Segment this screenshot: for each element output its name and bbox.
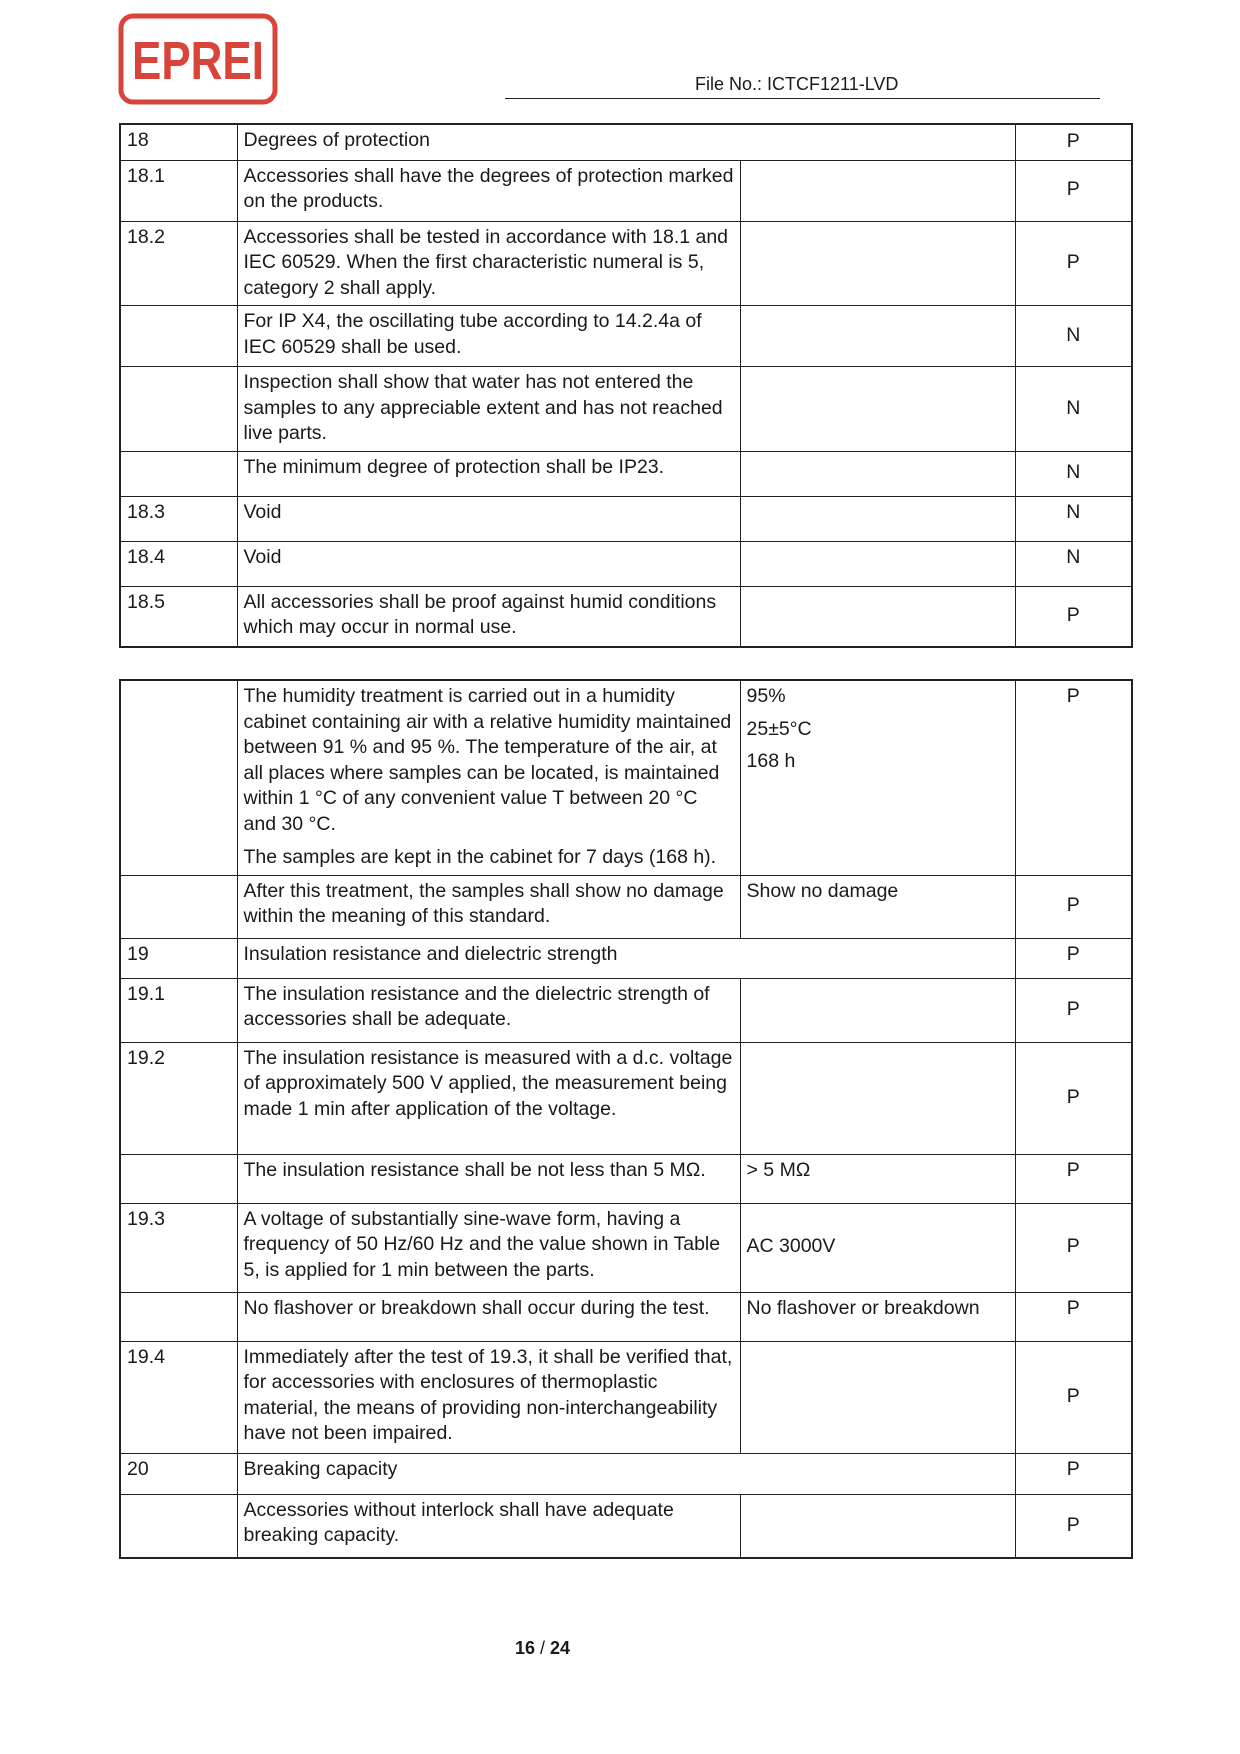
result-cell: No flashover or breakdown xyxy=(740,1292,1015,1341)
file-number-line xyxy=(505,72,1100,99)
page-number xyxy=(0,1638,1085,1659)
table-row xyxy=(120,496,1132,541)
clause-cell: 18.2 xyxy=(120,221,237,306)
verdict-cell: P xyxy=(1015,124,1132,160)
table-row xyxy=(120,978,1132,1042)
result-cell xyxy=(740,1341,1015,1453)
clause-cell: 18.1 xyxy=(120,160,237,221)
table-row xyxy=(120,306,1132,367)
result-cell xyxy=(740,978,1015,1042)
verdict-cell: P xyxy=(1015,160,1132,221)
table-row xyxy=(120,451,1132,496)
requirement-cell xyxy=(237,680,740,875)
clause-cell: 19 xyxy=(120,938,237,978)
clause-cell xyxy=(120,1154,237,1203)
page-current: 16 xyxy=(514,1638,535,1658)
table-row xyxy=(120,541,1132,586)
requirement-cell: All accessories shall be proof against humid conditions which may occur in normal use. xyxy=(237,586,740,647)
table-row xyxy=(120,1042,1132,1154)
result-cell: Show no damage xyxy=(740,875,1015,938)
verdict-cell: P xyxy=(1015,978,1132,1042)
clause-cell: 19.1 xyxy=(120,978,237,1042)
table-row xyxy=(120,1341,1132,1453)
table-row xyxy=(120,1494,1132,1558)
clause-cell: 19.4 xyxy=(120,1341,237,1453)
table-row xyxy=(120,124,1132,160)
verdict-cell: P xyxy=(1015,875,1132,938)
clause-cell xyxy=(120,367,237,452)
clause-cell xyxy=(120,1292,237,1341)
requirement-cell: The minimum degree of protection shall be IP23. xyxy=(237,451,740,496)
result-cell xyxy=(740,221,1015,306)
requirement-cell: Void xyxy=(237,541,740,586)
result-temperature: 25±5°C xyxy=(746,717,812,740)
requirement-cell: Inspection shall show that water has not entered the samples to any appreciable extent and has not reached live parts. xyxy=(237,367,740,452)
requirement-cell: Accessories shall have the degrees of protection marked on the products. xyxy=(237,160,740,221)
verdict-cell: N xyxy=(1015,451,1132,496)
requirement-cell: The insulation resistance is measured with a d.c. voltage of approximately 500 V applied, the measurement being made 1 min after application of the voltage. xyxy=(237,1042,740,1154)
table-row xyxy=(120,160,1132,221)
table-row xyxy=(120,1203,1132,1292)
requirement-paragraph: The samples are kept in the cabinet for 7 days (168 h). xyxy=(243,846,717,868)
verdict-cell: P xyxy=(1015,1292,1132,1341)
clause-cell: 18 xyxy=(120,124,237,160)
table-row xyxy=(120,1292,1132,1341)
clause-cell xyxy=(120,451,237,496)
result-cell xyxy=(740,160,1015,221)
clause-cell: 19.3 xyxy=(120,1203,237,1292)
requirement-cell: After this treatment, the samples shall show no damage within the meaning of this standard. xyxy=(237,875,740,938)
logo-text: EPREI xyxy=(132,31,264,91)
result-humidity: 95% xyxy=(746,685,786,707)
clause-cell xyxy=(120,875,237,938)
verdict-cell: P xyxy=(1015,938,1132,978)
clause-cell: 20 xyxy=(120,1453,237,1494)
verdict-cell: P xyxy=(1015,586,1132,647)
requirement-cell: The insulation resistance and the dielectric strength of accessories shall be adequate. xyxy=(237,978,740,1042)
table-row xyxy=(120,221,1132,306)
table-row xyxy=(120,1453,1132,1494)
verdict-cell: P xyxy=(1015,1341,1132,1453)
result-cell xyxy=(740,586,1015,647)
table-row xyxy=(120,367,1132,452)
verdict-cell: P xyxy=(1015,1203,1132,1292)
result-duration: 168 h xyxy=(746,750,796,772)
result-cell: > 5 MΩ xyxy=(740,1154,1015,1203)
file-number: File No.: ICTCF1211-LVD xyxy=(695,74,899,94)
table-row xyxy=(120,680,1132,875)
verdict-cell: N xyxy=(1015,541,1132,586)
table-row xyxy=(120,586,1132,647)
clause-cell xyxy=(120,1494,237,1558)
report-table-2 xyxy=(119,679,1133,1559)
page-separator: / xyxy=(539,1638,545,1658)
result-cell xyxy=(740,1042,1015,1154)
verdict-cell: P xyxy=(1015,1154,1132,1203)
requirement-cell: No flashover or breakdown shall occur during the test. xyxy=(237,1292,740,1341)
clause-cell: 18.5 xyxy=(120,586,237,647)
page-total: 24 xyxy=(550,1638,571,1658)
requirement-cell: Void xyxy=(237,496,740,541)
clause-cell xyxy=(120,680,237,875)
table-row xyxy=(120,1154,1132,1203)
verdict-cell: P xyxy=(1015,221,1132,306)
clause-cell: 18.3 xyxy=(120,496,237,541)
requirement-cell: Accessories shall be tested in accordance with 18.1 and IEC 60529. When the first characteristic numeral is 5, category 2 shall apply. xyxy=(237,221,740,306)
requirement-cell: Immediately after the test of 19.3, it shall be verified that, for accessories with enclosures of thermoplastic material, the means of providing non-interchangeability have not been impaired. xyxy=(237,1341,740,1453)
clause-cell: 19.2 xyxy=(120,1042,237,1154)
verdict-cell: N xyxy=(1015,496,1132,541)
table-row xyxy=(120,938,1132,978)
result-cell: AC 3000V xyxy=(740,1203,1015,1292)
result-cell xyxy=(740,496,1015,541)
result-cell xyxy=(740,306,1015,367)
result-cell xyxy=(740,541,1015,586)
company-logo xyxy=(118,13,278,105)
report-table-1 xyxy=(119,123,1133,648)
result-cell xyxy=(740,451,1015,496)
requirement-paragraph: The humidity treatment is carried out in a humidity cabinet containing air with a relative humidity maintained between 91 % and 95 %. The temperature of the air, at all places where samples can be located, is maintained within 1 °C of any convenient value T between 20 °C and 30 °C. xyxy=(243,685,732,835)
verdict-cell: P xyxy=(1015,1494,1132,1558)
requirement-cell: Insulation resistance and dielectric strength xyxy=(237,938,1015,978)
verdict-cell: P xyxy=(1015,680,1132,875)
result-cell xyxy=(740,367,1015,452)
verdict-cell: P xyxy=(1015,1042,1132,1154)
requirement-cell: Degrees of protection xyxy=(237,124,1015,160)
requirement-cell: For IP X4, the oscillating tube according to 14.2.4a of IEC 60529 shall be used. xyxy=(237,306,740,367)
verdict-cell: P xyxy=(1015,1453,1132,1494)
clause-cell xyxy=(120,306,237,367)
requirement-cell: The insulation resistance shall be not less than 5 MΩ. xyxy=(237,1154,740,1203)
verdict-cell: N xyxy=(1015,306,1132,367)
verdict-cell: N xyxy=(1015,367,1132,452)
requirement-cell: A voltage of substantially sine-wave form, having a frequency of 50 Hz/60 Hz and the value shown in Table 5, is applied for 1 min between the parts. xyxy=(237,1203,740,1292)
clause-cell: 18.4 xyxy=(120,541,237,586)
requirement-cell: Breaking capacity xyxy=(237,1453,1015,1494)
result-cell xyxy=(740,680,1015,875)
table-row xyxy=(120,875,1132,938)
requirement-cell: Accessories without interlock shall have adequate breaking capacity. xyxy=(237,1494,740,1558)
result-cell xyxy=(740,1494,1015,1558)
